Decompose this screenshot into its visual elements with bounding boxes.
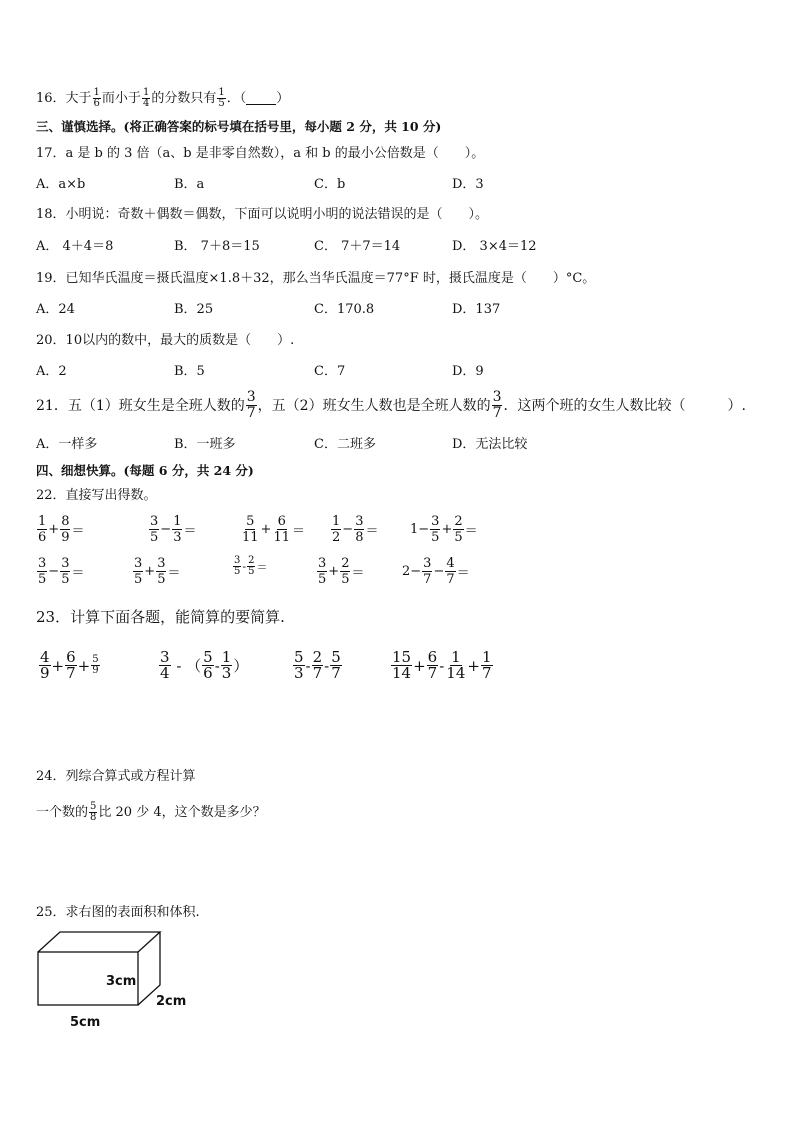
fraction: $\frac{1}{4}$ — [142, 87, 150, 109]
q24-text: 一个数的 — [36, 804, 89, 820]
option-b[interactable]: B． 7＋8＝15 — [174, 239, 260, 254]
q24-text: 比 20 少 4，这个数是多少？ — [98, 804, 266, 820]
calc-expression: $\frac{3}{5}$ - $\frac{2}{5}$ ＝ — [234, 555, 268, 577]
option-d[interactable]: D． 3×4＝12 — [452, 239, 537, 254]
question-20: 20．10以内的数中，最大的质数是（ ）. — [36, 333, 295, 348]
q16-text: ．（ — [226, 90, 247, 106]
section-3-heading: 三、谨慎选择。(将正确答案的标号填在括号里，每小题 2 分，共 10 分) — [36, 119, 442, 134]
q16-text: 而小于 — [101, 90, 141, 106]
option-c[interactable]: C． 7＋7＝14 — [314, 239, 401, 254]
answer-blank[interactable] — [246, 92, 276, 105]
option-c[interactable]: C．b — [314, 177, 346, 192]
option-a[interactable]: A．一样多 — [36, 437, 98, 452]
question-21 — [36, 390, 746, 421]
calc-expression: $\frac{1}{6}$ + $\frac{8}{9}$ ＝ — [38, 514, 85, 545]
q16-text: 的分数只有 — [151, 90, 217, 106]
q21-text: 21．五（1）班女生是全班人数的 — [36, 397, 245, 414]
calc-expression: $\frac{1}{2}$ − $\frac{3}{8}$ ＝ — [332, 514, 379, 545]
option-b[interactable]: B．一班多 — [174, 437, 236, 452]
option-c[interactable]: C．二班多 — [314, 437, 376, 452]
question-24: 24．列综合算式或方程计算 — [36, 769, 196, 784]
calc-expression: $\frac{5}{3}$ - $\frac{2}{7}$ - $\frac{5}{7}$ — [294, 648, 341, 682]
option-d[interactable]: D．无法比较 — [452, 437, 528, 452]
q16-text: 16．大于 — [36, 90, 92, 106]
q16-text: ） — [276, 90, 290, 106]
calc-expression: $\frac{3}{5}$ + $\frac{3}{5}$ ＝ — [134, 556, 181, 587]
option-d[interactable]: D．9 — [452, 364, 484, 379]
fraction: $\frac{5}{8}$ — [90, 801, 97, 823]
calc-expression: 2− $\frac{3}{7}$ − $\frac{4}{7}$ ＝ — [402, 556, 470, 587]
calc-expression: $\frac{3}{5}$ + $\frac{2}{5}$ ＝ — [318, 556, 365, 587]
question-23: 23．计算下面各题，能简算的要简算. — [36, 608, 285, 626]
option-b[interactable]: B．5 — [174, 364, 205, 379]
length-label: 5cm — [70, 1015, 101, 1030]
calc-expression: $\frac{3}{4}$ - （ $\frac{5}{6}$ - $\frac{1}{3}$ ） — [160, 648, 249, 682]
option-c[interactable]: C．170.8 — [314, 302, 375, 317]
width-label: 2cm — [156, 994, 187, 1009]
option-a[interactable]: A． 4＋4＝8 — [36, 239, 114, 254]
fraction: $\frac{1}{6}$ — [93, 87, 100, 109]
calc-expression: $\frac{5}{11}$ + $\frac{6}{11}$ ＝ — [242, 514, 306, 545]
option-d[interactable]: D．3 — [452, 177, 484, 192]
option-c[interactable]: C．7 — [314, 364, 346, 379]
q21-text: ，五（2）班女生人数也是全班人数的 — [257, 397, 491, 414]
question-18: 18．小明说：奇数＋偶数＝偶数，下面可以说明小明的说法错误的是（ ）。 — [36, 207, 489, 222]
calc-expression: $\frac{3}{5}$ − $\frac{1}{3}$ ＝ — [150, 514, 197, 545]
question-17: 17．a 是 b 的 3 倍（a、b 是非零自然数），a 和 b 的最小公倍数是（ ）。 — [36, 146, 485, 161]
q21-text: ．这两个班的女生人数比较（ ）. — [503, 397, 746, 414]
question-16 — [36, 88, 289, 109]
option-a[interactable]: A．24 — [36, 302, 75, 317]
calc-expression: $\frac{4}{9}$ + $\frac{6}{7}$ + $\frac{5}{9}$ — [40, 648, 99, 682]
fraction: $\frac{3}{7}$ — [492, 389, 502, 421]
question-22: 22．直接写出得数。 — [36, 488, 157, 503]
calc-expression: $\frac{3}{5}$ − $\frac{3}{5}$ ＝ — [38, 556, 85, 587]
question-19: 19．已知华氏温度＝摄氏温度×1.8＋32，那么当华氏温度＝77°F 时，摄氏温度是（ ）°C。 — [36, 271, 596, 286]
height-label: 3cm — [106, 974, 137, 989]
question-25: 25．求右图的表面积和体积. — [36, 905, 200, 920]
fraction: $\frac{1}{5}$ — [218, 87, 225, 109]
option-b[interactable]: B．25 — [174, 302, 214, 317]
option-a[interactable]: A．2 — [36, 364, 67, 379]
option-b[interactable]: B．a — [174, 177, 205, 192]
section-4-heading: 四、细想快算。(每题 6 分，共 24 分) — [36, 463, 254, 478]
question-24-body — [36, 802, 266, 823]
option-d[interactable]: D．137 — [452, 302, 501, 317]
calc-expression: 1− $\frac{3}{5}$ + $\frac{2}{5}$ ＝ — [410, 514, 478, 545]
option-a[interactable]: A．a×b — [36, 177, 86, 192]
calc-expression: $\frac{15}{14}$ + $\frac{6}{7}$ - $\frac{1}{14}$ + $\frac{1}{7}$ — [392, 648, 492, 682]
fraction: $\frac{3}{7}$ — [246, 389, 256, 421]
